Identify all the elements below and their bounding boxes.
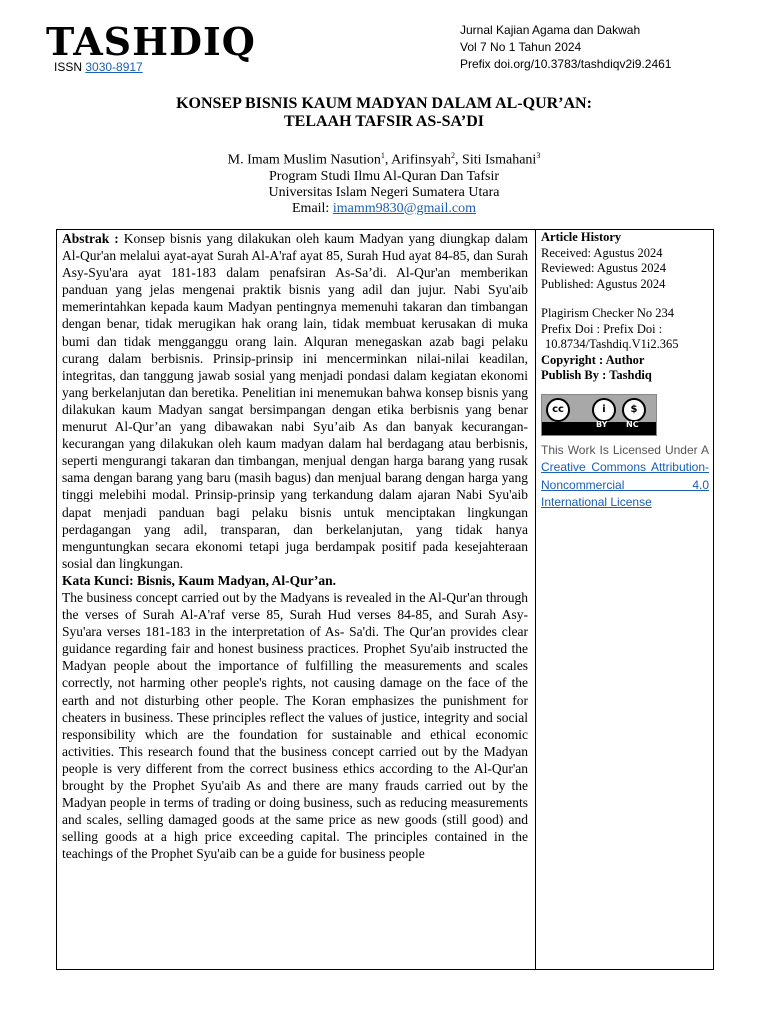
email-line: [0, 201, 768, 217]
author-names: [0, 148, 768, 169]
email-label: Email:: [292, 200, 333, 216]
article-title: [0, 95, 768, 131]
abstract-column: [62, 230, 528, 968]
attribution-icon: i: [592, 398, 616, 422]
author-2-affil: 2: [451, 151, 456, 160]
author-block: [0, 148, 768, 217]
plagiarism-checker: Plagirism Checker No 234: [541, 306, 674, 320]
university: Universitas Islam Negeri Sumatera Utara: [268, 184, 500, 200]
journal-info: [460, 22, 671, 73]
license-statement: [541, 442, 709, 512]
reviewed-date: Reviewed: Agustus 2024: [541, 261, 666, 275]
cc-by-label: BY: [596, 420, 608, 429]
doi-value: 10.8734/Tashdiq.V1i2.365: [545, 337, 679, 351]
abstract-text-id: Konsep bisnis yang dilakukan oleh kaum Madyan yang diungkap dalam Al-Qur'an melalui ayat-ayat Surah Al-A'raf ayat 85, Surah Hud ayat 84-85, dan Surah Asy-Syu'ara ayat 181-183 dalam penafsiran As-Sa’di. Al-Qur'an memberikan panduan yang jelas mengenai praktik bisnis yang adil dan jujur. Nabi Syu'aib memerintahkan kepada kaum Madyan pentingnya memenuhi takaran dan timbangan dengan benar, tidak merugikan hak orang lain, tidak membuat kerusakan di muka bumi dan tidak mengganggu orang lain. Alquran menegaskan azab bagi pelaku curang dalam berbisnis. Prinsip-prinsip ini mencerminkan nilai-nilai keadilan, integritas, dan tanggung jawab sosial yang menjadi pondasi dalam kegiatan ekonomi yang berkelanjutan dan beretika. Penelitian ini menemukan bahwa konsep bisnis yang dilakukan kaum Madyan sangat bersimpangan dengan etika berbisnis yang benar menurut Al-Qur’an yang dibawakan nabi Syu’aib As dan banyak kecurangan-kecurangan yang dilakukan oleh kaum madyan dalam hal berdagang atau berbisnis, seperti mengurangi takaran dan timbangan, menjual dengan harga barang yang rusak sama dengan barang yang baru (masih bagus) dan menjual barang dengan harga yang tinggi melebihi modal. Prinsip-prinsip yang terkandung dalam ajaran Nabi Syu'aib dapat menjadi panduan bagi pelaku bisnis untuk menciptakan lingkungan perdagangan yang adil, transparan, dan berkelanjutan, yang tidak hanya menguntungkan secara ekonomi tetapi juga berdampak positif pada kesejahteraan sosial dan lingkungan.: [62, 231, 528, 571]
cc-license-badge[interactable]: [541, 394, 657, 436]
abstract-label: Abstrak :: [62, 231, 119, 246]
doi-label: Prefix Doi : Prefix Doi :: [541, 321, 663, 336]
author-separator: ,: [384, 152, 392, 168]
received-date: Received: Agustus 2024: [541, 245, 663, 260]
issn-line: [54, 60, 143, 74]
history-heading: [541, 230, 709, 246]
license-link[interactable]: Creative Commons Attribution-Noncommercial 4.0 International License: [541, 460, 709, 509]
license-prefix: This Work Is Licensed Under A: [541, 442, 709, 457]
author-separator: ,: [455, 152, 463, 168]
author-2: Arifinsyah: [391, 152, 452, 168]
title-line-2: TELAAH TAFSIR AS-SA’DI: [283, 113, 485, 130]
journal-prefix: Prefix doi.org/10.3783/tashdiqv2i9.2461: [460, 57, 672, 71]
author-3-affil: 3: [536, 151, 541, 160]
study-program: Program Studi Ilmu Al-Quran Dan Tafsir: [268, 168, 500, 184]
publisher: [541, 368, 709, 384]
column-divider: [535, 229, 536, 970]
article-info-sidebar: [541, 230, 709, 512]
author-1-affil: 1: [380, 151, 385, 160]
journal-logo: TASHDIQ: [46, 19, 256, 64]
cc-nc-label: NC: [626, 420, 639, 429]
abstract-english: The business concept carried out by the Madyans is revealed in the Al-Qur'an through the verses of Surah Al-A'raf verse 85, Surah Hud verses 84-85, and Surah Asy-Syu'ara verses 181-183 in the interpretation of As- Sa'di. The Qur'an provides clear guidance regarding fair and honest business practices. Prophet Syu'aib instructed the Madyan people about the importance of fulfilling the measurements and scales correctly, not harming other people's rights, not causing damage on the face of the earth and not disturbing other people. The Koran emphasizes the punishment for cheaters in business. These principles reflect the values of justice, integrity and social responsibility which are the foundation for sustainable and ethical economic activities. This research found that the business concept carried out by the Madyan people is very different from the correct business ethics according to the Al-Qur'an brought by the Prophet Syu'aib As and there are many frauds carried out by the Madyan people in terms of trading or doing business, such as reducing measurements and scales, selling damaged goods at the same price as new goods (still good) and selling goods at a high price exceeding capital. The principles contained in the teachings of the Prophet Syu'aib can be a guide for business people: [62, 589, 528, 862]
keywords: [62, 572, 528, 589]
spacer: [541, 292, 709, 306]
title-line-1: KONSEP BISNIS KAUM MADYAN DALAM AL-QUR’AN:: [176, 95, 592, 112]
issn-link[interactable]: 3030-8917: [85, 60, 143, 74]
publisher-text: Publish By : Tashdiq: [541, 368, 652, 382]
abstract-indonesian: [62, 230, 528, 572]
keywords-text: Kata Kunci: Bisnis, Kaum Madyan, Al-Qur’an.: [62, 572, 337, 588]
email-link[interactable]: imamm9830@gmail.com: [332, 200, 476, 216]
cc-icon: cc: [546, 398, 570, 422]
copyright: [541, 353, 709, 369]
author-3: Siti Ismahani: [462, 152, 537, 168]
author-1: M. Imam Muslim Nasution: [227, 152, 381, 168]
noncommercial-icon: $: [622, 398, 646, 422]
issn-label: ISSN: [54, 60, 86, 74]
journal-name: Jurnal Kajian Agama dan Dakwah: [460, 23, 641, 37]
published-date: Published: Agustus 2024: [541, 276, 666, 291]
journal-volume: Vol 7 No 1 Tahun 2024: [460, 40, 582, 54]
copyright-text: Copyright : Author: [541, 352, 645, 367]
history-heading-text: Article History: [541, 230, 622, 244]
